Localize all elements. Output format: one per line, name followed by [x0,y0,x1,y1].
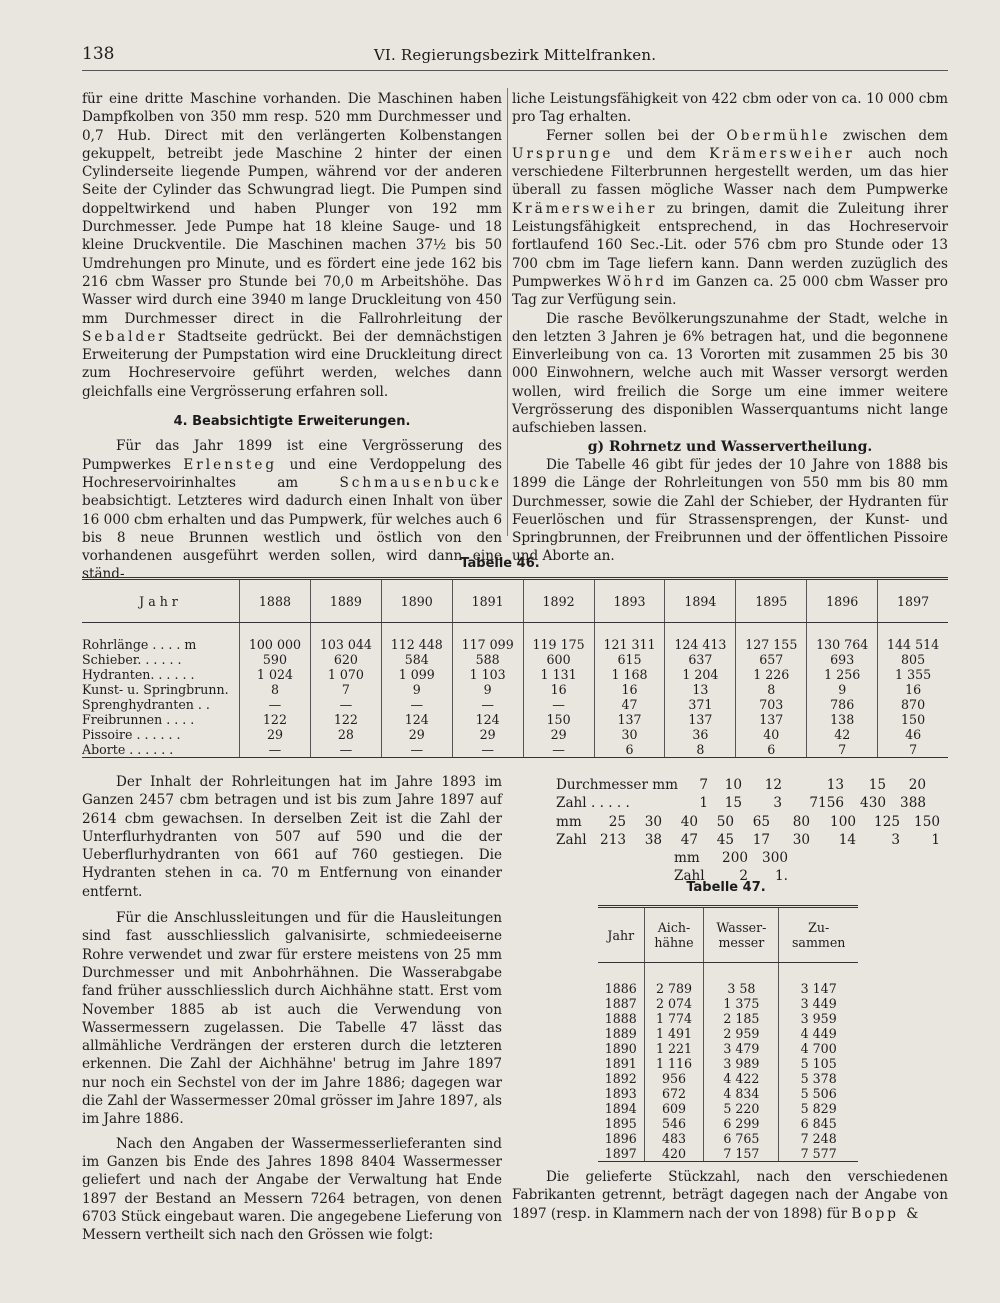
table-cell: 5 220 [704,1101,779,1116]
size-value: 50 [716,813,734,830]
table-cell: 620 [310,652,381,667]
table-46-caption: Tabelle 46. [460,556,540,571]
table-cell: 546 [644,1116,704,1131]
spaced-name: Krämersweiher [709,145,855,162]
table-row [598,1056,858,1071]
table-cell: 8 [736,682,807,697]
table-row [82,637,948,652]
table-cell: — [381,697,452,712]
size-value: 100 [830,813,856,830]
size-value: 200 [722,850,748,867]
size-value: 3 [773,795,782,812]
table-row [598,1071,858,1086]
table-cell: 588 [452,652,523,667]
table-cell: 16 [594,682,665,697]
spaced-name: Sebalder [82,328,168,345]
spacer-cell [82,623,240,638]
table-cell: 1886 [604,981,637,996]
table-cell: 29 [381,727,452,742]
table-cell: 1 491 [644,1026,704,1041]
size-value: 38 [644,831,662,848]
table-cell: 1 070 [310,667,381,682]
table-cell: 609 [644,1101,704,1116]
size-row [556,849,956,867]
spacer-cell [878,623,948,638]
table-cell: 2 074 [644,996,704,1011]
table-cell: 672 [644,1086,704,1101]
row-label: Kunst- u. Springbrunn. [82,682,229,697]
table-cell: 3 959 [779,1011,858,1026]
table-cell: 1894 [604,1101,637,1116]
table-cell: 1895 [604,1116,637,1131]
table-cell: 7 [807,742,878,758]
size-row-label: Zahl [674,868,705,885]
right-column-bottom [512,1168,948,1223]
table-row [82,652,948,667]
size-row [556,831,956,849]
table-row [82,667,948,682]
spacer-cell [310,623,381,638]
size-value: 12 [764,777,782,793]
table-cell: 637 [665,652,736,667]
size-value: 1 [931,831,940,848]
running-title: VI. Regierungsbezirk Mittelfranken. [373,46,657,64]
size-value: 13 [826,777,844,793]
paragraph: Für das Jahr 1899 ist eine Vergrösserung des Pumpwerkes Erlensteg und eine Verdoppelung des Hochreservoirinhaltes am Schmausenbucke beabsichtigt. Letzteres wird dadurch einen Inhalt von über 16 000 cbm erhalten und das Pumpwerk, für welches auch 6 bis 8 neue Brunnen westlich und östlich von den vorhandenen ausgeführt werden sollen, wird dann eine ständ- [82,438,502,583]
table-cell: 420 [644,1146,704,1162]
size-row-label: Zahl [556,831,587,848]
table-cell: 4 834 [704,1086,779,1101]
table-cell: 112 448 [381,637,452,652]
spacer-cell [665,623,736,638]
row-label: Freibrunnen . . . . [82,712,195,727]
table-cell: 6 299 [704,1116,779,1131]
table-cell: 122 [240,712,311,727]
table-cell: 1 103 [452,667,523,682]
spacer-cell [704,963,779,982]
table-cell: 9 [381,682,452,697]
size-row-label: Zahl . . . . . [556,795,630,812]
table-cell: 3 147 [779,981,858,996]
spaced-name: Obermühle [726,127,831,144]
paragraph: Für die Anschlussleitungen und für die Hausleitungen sind fast ausschliesslich galvanisirte, schmiedeeiserne Rohre verwendet und zwar für erstere meistens von 25 mm Durchmesser und mit Anbohrhähnen. Die Wasserabgabe fand früher ausschliesslich durch Aichhähne statt. Erst vom November 1885 ab ist auch die Verwendung von Wassermessern zugelassen. Die Tabelle 47 lässt das allmähliche Verdrängen der ersteren durch die letzteren erkennen. Die Zahl der Aichhähne' betrug im Jahre 1897 nur noch ein Sechstel von der im Jahre 1886; dagegen war die Zahl der Wassermesser 20mal grösser im Jahre 1897, als im Jahre 1886. [82,910,502,1128]
year-header-cell: 1889 [310,579,381,623]
size-row [556,776,956,794]
table-cell: 5 378 [779,1071,858,1086]
table-cell: 1 168 [594,667,665,682]
table-cell: 124 413 [665,637,736,652]
table-cell: 8 [240,682,311,697]
table-cell: 150 [878,712,948,727]
table-cell: 3 58 [704,981,779,996]
right-column-top [512,90,948,566]
table-cell: — [310,742,381,758]
spacer-cell [736,623,807,638]
table-cell: 693 [807,652,878,667]
row-label: Rohrlänge . . . . m [82,637,197,652]
paragraph: für eine dritte Maschine vorhanden. Die Maschinen haben Dampfkolben von 350 mm resp. 520 mm Durchmesser und 0,7 Hub. Direct mit den verlängerten Kolbenstangen gekuppelt, betreibt jede Maschine 2 hinter der einen Cylinderseite liegende Pumpen, während vor der anderen Seite der Cylinder das Schwungrad liegt. Die Pumpen sind doppeltwirkend und haben Plunger von 192 mm Durchmesser. Jede Pumpe hat 18 kleine Sauge- und 18 kleine Druckventile. Die Maschinen machen 37½ bis 50 Umdrehungen pro Minute, und es fördert eine jede 162 bis 216 cbm Wasser pro Stunde bei 70,0 m Arbeitshöhe. Das Wasser wird durch eine 3940 m lange Druckleitung von 450 mm Durchmesser direct in die Fallrohrleitung der Sebalder Stadtseite gedrückt. Bei der demnächstigen Erweiterung der Pumpstation wird eine Druckleitung direct zum Hochreservoire geführt werden, welches dann gleichfalls eine Vergrösserung erfahren soll. [82,91,502,400]
paragraph: Nach den Angaben der Wassermesserlieferanten sind im Ganzen bis Ende des Jahres 1898 8404 Wassermesser geliefert und nach der Angabe der Verwaltung hat Ende 1897 der Bestand an Messern 7264 betragen, von denen 6703 Stück eingebaut waren. Die angegebene Lieferung von Messern vertheilt sich nach den Grössen wie folgt: [82,1135,502,1244]
table-row [598,1086,858,1101]
size-value: 30 [792,831,810,848]
table-cell: 16 [878,682,948,697]
table-cell: 7 [878,742,948,758]
row-label: Schieber. . . . . . [82,652,182,667]
header-cell: Wasser- messer [704,907,779,963]
size-value: 40 [680,813,698,830]
size-row [556,794,956,812]
table-cell: 1 226 [736,667,807,682]
table-cell: 1 116 [644,1056,704,1071]
table-cell: 4 422 [704,1071,779,1086]
header-cell: Zu- sammen [779,907,858,963]
table-cell: 6 [736,742,807,758]
spaced-name: Bopp & [851,1205,922,1222]
spacer-cell [381,623,452,638]
table-row [598,1131,858,1146]
table-cell: 1 375 [704,996,779,1011]
row-label: Pissoire . . . . . . [82,727,181,742]
table-cell: 3 449 [779,996,858,1011]
column-divider [507,88,508,536]
size-value: 80 [792,813,810,830]
table-cell: 2 959 [704,1026,779,1041]
table-47 [598,905,858,1162]
table-cell: 30 [594,727,665,742]
header-cell: Aich- hähne [644,907,704,963]
section-heading: g) Rohrnetz und Wasservertheilung. [587,438,873,455]
size-value: 430 [860,795,886,812]
table-cell: 1 131 [523,667,594,682]
size-row [556,813,956,831]
table-cell: 117 099 [452,637,523,652]
size-value: 388 [900,795,926,812]
table-row [82,682,948,697]
spacer-cell [594,623,665,638]
table-row [598,981,858,996]
size-value: 15 [868,777,886,793]
table-cell: 7 157 [704,1146,779,1162]
size-value: 7156 [809,795,844,812]
size-value: 1. [775,868,788,885]
year-header-cell: 1896 [807,579,878,623]
spacer-row [598,963,858,982]
spaced-name: Krämersweiher [512,200,658,217]
table-cell: 1897 [598,1146,644,1162]
table-cell: 36 [665,727,736,742]
size-row-label: mm [674,850,700,867]
table-cell: — [381,742,452,758]
size-value: 1 [699,795,708,812]
table-cell: 6 [594,742,665,758]
table-cell: — [310,697,381,712]
table-cell: 130 764 [807,637,878,652]
table-cell: 137 [665,712,736,727]
table-cell: 1896 [604,1131,637,1146]
spaced-name: Ursprunge [512,145,614,162]
size-value: 2 [739,868,748,885]
table-cell: 703 [736,697,807,712]
table-cell: 5 829 [779,1101,858,1116]
table-cell: 121 311 [594,637,665,652]
size-value: 65 [752,813,770,830]
table-cell: 150 [523,712,594,727]
table-cell: 119 175 [523,637,594,652]
table-cell: 7 577 [779,1146,858,1162]
paragraph: Die gelieferte Stückzahl, nach den verschiedenen Fabrikanten getrennt, beträgt dagegen nach der Angabe von 1897 (resp. in Klammern nach der von 1898) für Bopp & [512,1169,948,1222]
table-cell: 1893 [604,1086,637,1101]
table-cell: 615 [594,652,665,667]
table-header-row [82,579,948,623]
size-row-label: mm [556,813,582,830]
table-cell: 3 479 [704,1041,779,1056]
table-cell: 600 [523,652,594,667]
table-cell: 1891 [604,1056,637,1071]
year-header-cell: 1895 [736,579,807,623]
table-cell: 1888 [604,1011,637,1026]
paragraph: Ferner sollen bei der Obermühle zwischen dem Ursprunge und dem Krämersweiher auch noch verschiedene Filterbrunnen hergestellt werden, um das hier überall zu fassen mögliche Wasser nach dem Pumpwerke Krämersweiher zu bringen, damit die Zuleitung ihrer Leistungsfähigkeit entsprechend, in das Hochreservoir fortlaufend 160 Sec.-Lit. oder 576 cbm pro Stunde oder 13 700 cbm im Tage liefern kann. Dann werden zuzüglich des Pumpwerkes Wöhrd im Ganzen ca. 25 000 cbm Wasser pro Tag zur Verfügung sein. [512,127,949,309]
header-cell: Jahr [82,579,240,623]
table-cell: 7 248 [779,1131,858,1146]
header-rule [82,70,948,71]
table-cell: 29 [452,727,523,742]
table-cell: 1 221 [644,1041,704,1056]
table-cell: 46 [878,727,948,742]
table-cell: 40 [736,727,807,742]
table-body [82,623,948,758]
table-cell: 2 185 [704,1011,779,1026]
table-cell: 1 256 [807,667,878,682]
table-cell: 127 155 [736,637,807,652]
table-cell: 584 [381,652,452,667]
table-46 [82,577,948,758]
size-row-label: Durchmesser mm [556,777,679,793]
paragraph: liche Leistungsfähigkeit von 422 cbm oder von ca. 10 000 cbm pro Tag erhalten. [512,91,948,126]
table-cell: 2 789 [644,981,704,996]
size-value: 3 [891,831,900,848]
table-cell: — [523,742,594,758]
table-cell: — [452,742,523,758]
table-cell: 1887 [604,996,637,1011]
size-value: 47 [680,831,698,848]
table-cell: 29 [523,727,594,742]
table-cell: — [523,697,594,712]
table-row [598,996,858,1011]
table-cell: 16 [523,682,594,697]
table-header-row [598,907,858,963]
spacer-row [82,623,948,638]
spaced-name: Schmausenbucke [339,474,502,491]
size-value: 213 [600,831,626,848]
table-cell: 1890 [604,1041,637,1056]
table-cell: 13 [665,682,736,697]
spacer-cell [240,623,311,638]
spaced-name: Wöhrd [606,273,667,290]
left-column-top [82,90,502,584]
year-header-cell: 1888 [240,579,311,623]
table-cell: 138 [807,712,878,727]
year-header-cell: 1897 [878,579,948,623]
table-47-caption: Tabelle 47. [686,880,766,895]
table-cell: 8 [665,742,736,758]
table-cell: 1 024 [240,667,311,682]
table-cell: 28 [310,727,381,742]
page-header [82,44,948,68]
table-cell: 100 000 [240,637,311,652]
row-label: Hydranten. . . . . . [82,667,195,682]
spacer-cell [598,963,644,982]
table-row [598,1116,858,1131]
table-cell: — [240,742,311,758]
table-cell: 137 [736,712,807,727]
table-cell: 1 355 [878,667,948,682]
size-value: 300 [762,850,788,867]
size-value: 25 [608,813,626,830]
year-header-cell: 1892 [523,579,594,623]
table-row [598,1011,858,1026]
spacer-cell [807,623,878,638]
meter-size-listing [556,776,956,886]
paragraph: Der Inhalt der Rohrleitungen hat im Jahre 1893 im Ganzen 2457 cbm betragen und ist bis zum Jahre 1897 auf 2614 cbm gewachsen. In derselben Zeit ist die Zahl der Unterflurhydranten von 507 auf 590 und die der Ueberflurhydranten von 661 auf 760 gestiegen. Die Hydranten stehen in ca. 70 m Entfernung von einander entfernt. [82,774,502,900]
table-cell: 1 204 [665,667,736,682]
table-row [82,742,948,758]
table-cell: 122 [310,712,381,727]
table-cell: 371 [665,697,736,712]
table-cell: 29 [240,727,311,742]
table-cell: 956 [644,1071,704,1086]
table-cell: 9 [452,682,523,697]
paragraph: Die rasche Bevölkerungszunahme der Stadt, welche in den letzten 3 Jahren je 6% betragen hat, und die begonnene Einverleibung von ca. 13 Vororten mit zusammen 25 bis 30 000 Einwohnern, welche auch mit Wasser versorgt werden wollen, wird freilich die Sorge um eine immer weitere Vergrösserung des disponiblen Wasserquantums nicht lange aufschieben lassen. [512,310,948,437]
year-header-cell: 1894 [665,579,736,623]
table-cell: 144 514 [878,637,948,652]
table-cell: 657 [736,652,807,667]
table-cell: 4 700 [779,1041,858,1056]
spacer-cell [779,963,858,982]
size-value: 17 [752,831,770,848]
left-column-bottom [82,773,502,1244]
table-cell: 124 [381,712,452,727]
table-cell: 137 [594,712,665,727]
table-row [598,1041,858,1056]
table-cell: 786 [807,697,878,712]
table-cell: 9 [807,682,878,697]
table-cell: — [240,697,311,712]
section-heading: 4. Beabsichtigte Erweiterungen. [173,414,411,430]
table-row [598,1026,858,1041]
table-cell: 124 [452,712,523,727]
row-label: Sprenghydranten . . [82,697,210,712]
table-row [82,697,948,712]
table-cell: 1892 [604,1071,637,1086]
size-value: 7 [699,777,708,793]
table-cell: 3 989 [704,1056,779,1071]
page-number: 138 [82,44,115,64]
size-value: 150 [914,813,940,830]
year-header-cell: 1890 [381,579,452,623]
paragraph: Die Tabelle 46 gibt für jedes der 10 Jahre von 1888 bis 1899 die Länge der Rohrleitungen von 550 mm bis 80 mm Durchmesser, sowie die Zahl der Schieber, der Hydranten für Feuerlöschen und für Strassensprengen, der Kunst- und Springbrunnen, der Freibrunnen und der öffentlichen Pissoire und Aborte an. [512,456,948,565]
spacer-cell [644,963,704,982]
table-row [598,1146,858,1162]
table-cell: 4 449 [779,1026,858,1041]
spacer-cell [523,623,594,638]
table-cell: 6 765 [704,1131,779,1146]
table-row [598,1101,858,1116]
table-cell: 7 [310,682,381,697]
table-cell: 42 [807,727,878,742]
table-cell: 103 044 [310,637,381,652]
table-cell: 5 105 [779,1056,858,1071]
table-cell: 590 [240,652,311,667]
year-header-cell: 1891 [452,579,523,623]
table-row [82,727,948,742]
table-cell: 1 099 [381,667,452,682]
table-row [82,712,948,727]
spacer-cell [452,623,523,638]
size-value: 45 [716,831,734,848]
size-value: 14 [838,831,856,848]
table-cell: 483 [644,1131,704,1146]
header-cell: Jahr [598,907,644,963]
table-cell: 5 506 [779,1086,858,1101]
size-value: 20 [908,777,926,793]
table-cell: 805 [878,652,948,667]
table-cell: 1889 [604,1026,637,1041]
year-header-cell: 1893 [594,579,665,623]
table-cell: 47 [594,697,665,712]
size-value: 15 [724,795,742,812]
table-cell: — [452,697,523,712]
table-cell: 6 845 [779,1116,858,1131]
table-body [598,963,858,1162]
row-label: Aborte . . . . . . [82,742,240,758]
table-cell: 1 774 [644,1011,704,1026]
table-cell: 870 [878,697,948,712]
size-value: 10 [724,777,742,793]
size-value: 125 [874,813,900,830]
spaced-name: Erlensteg [183,456,278,473]
size-value: 30 [644,813,662,830]
